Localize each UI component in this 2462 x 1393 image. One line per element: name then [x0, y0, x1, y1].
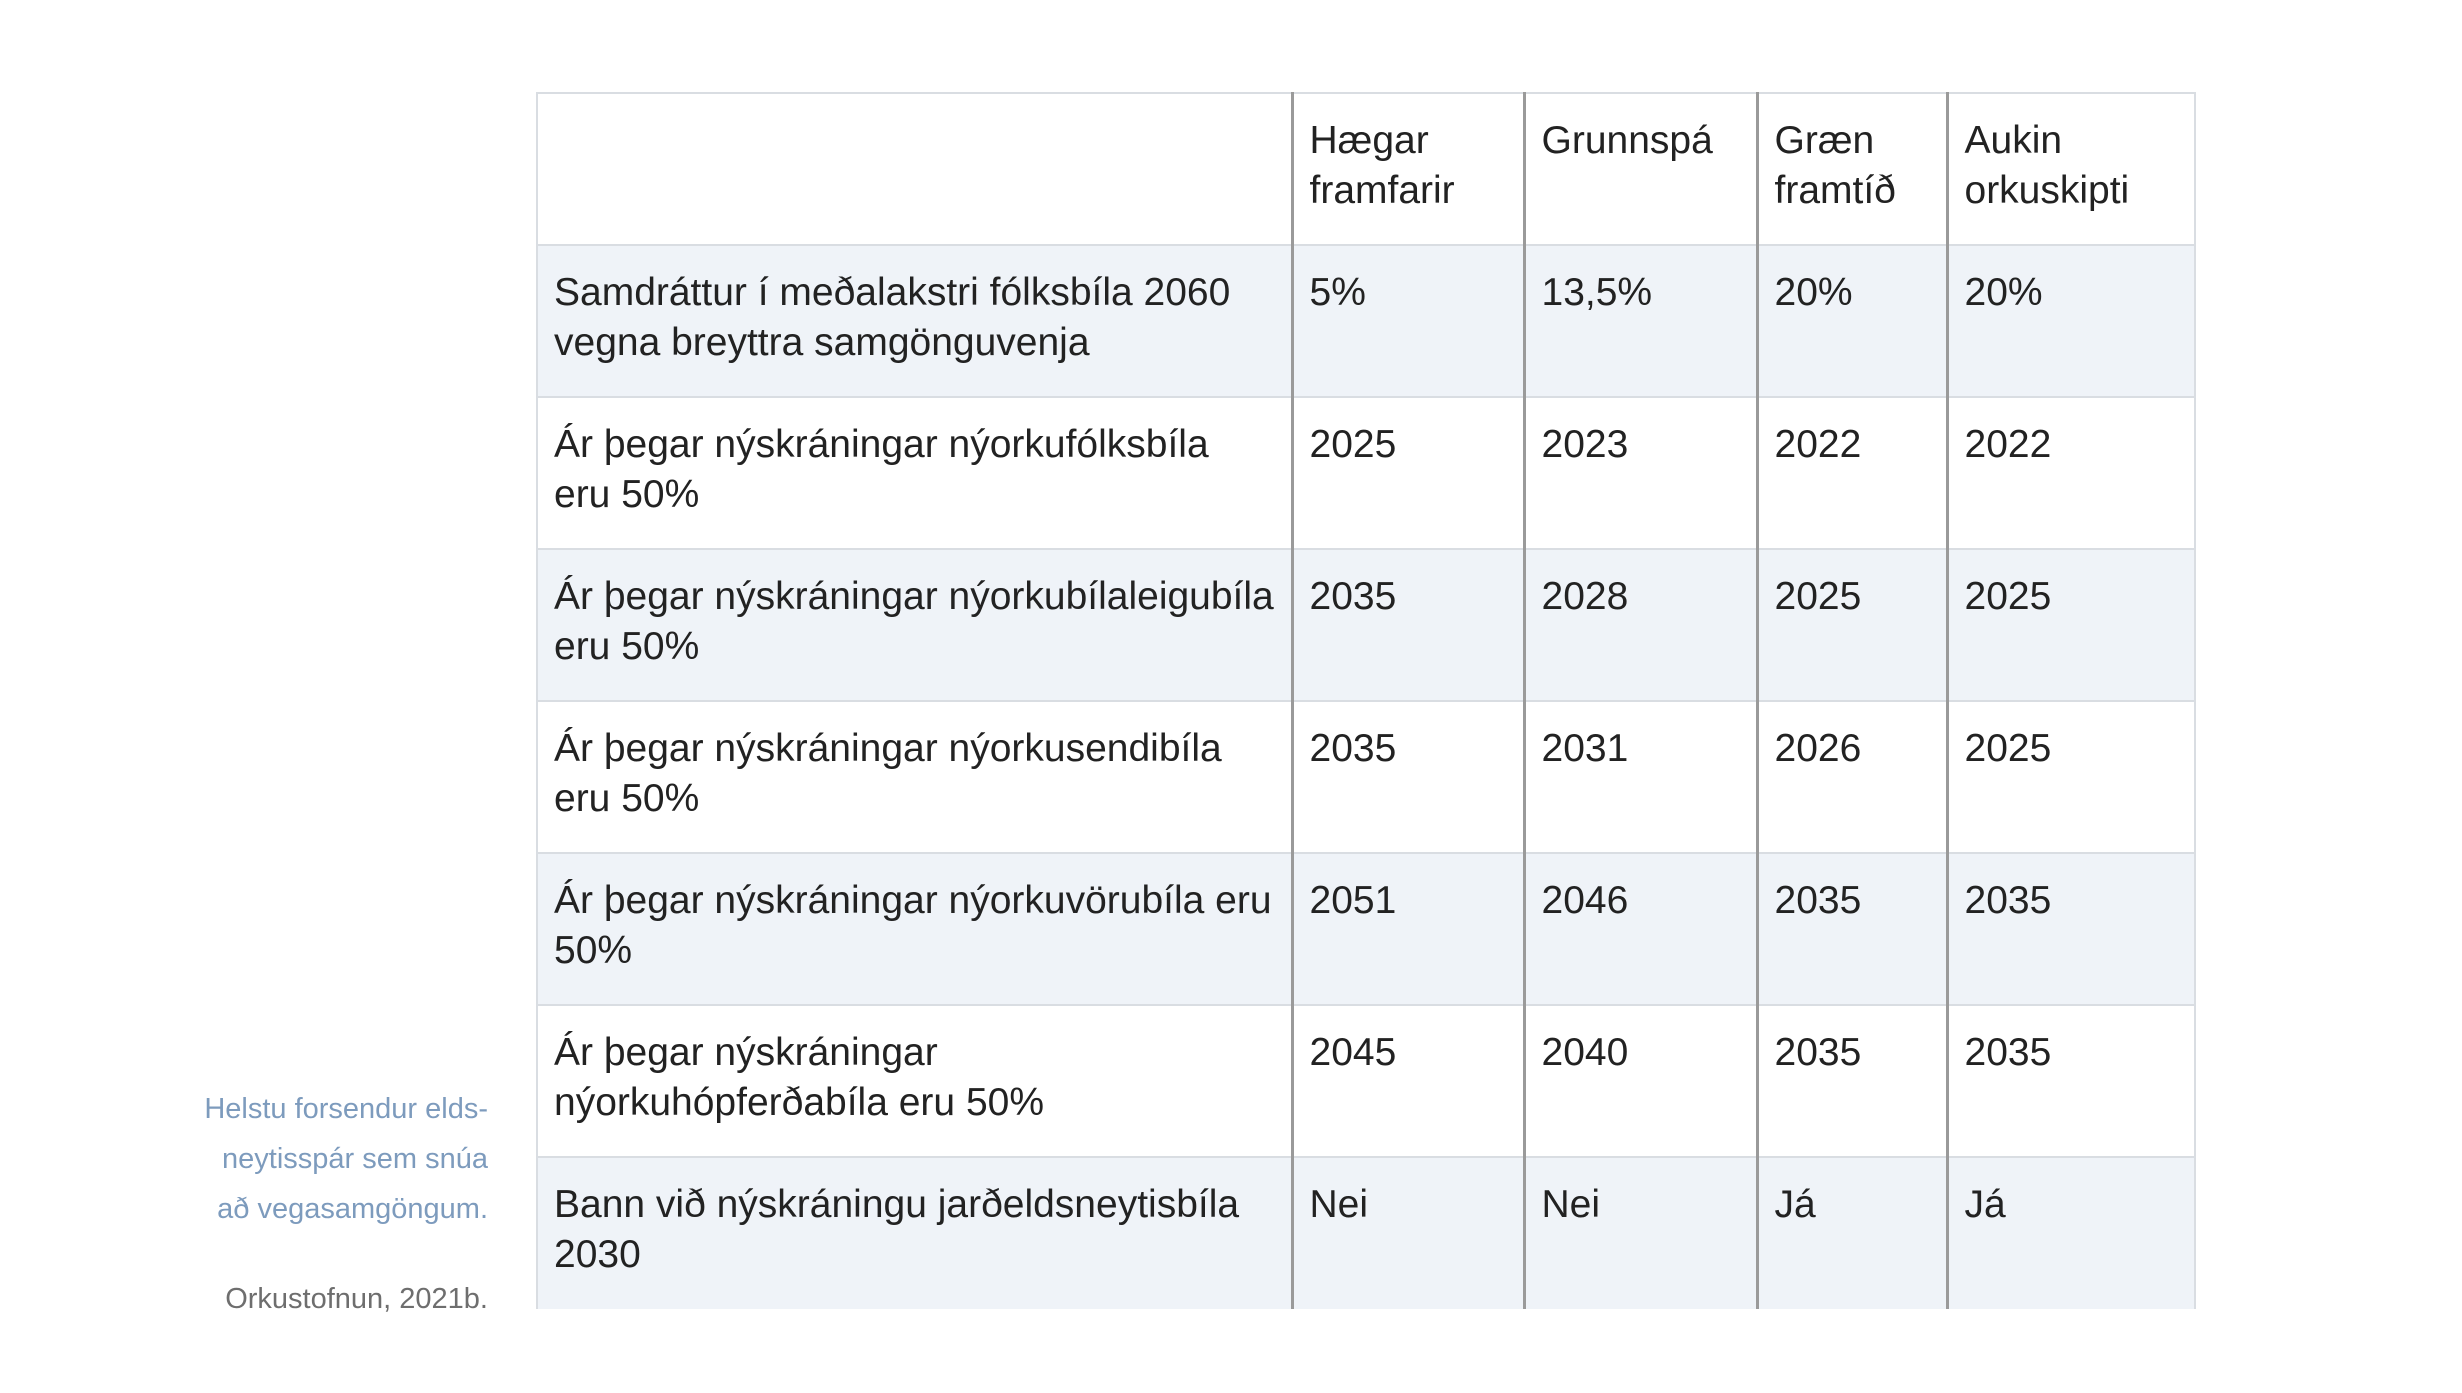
- table-cell: 2035: [1947, 1005, 2195, 1157]
- caption-line: að vegasamgöngum.: [217, 1193, 488, 1225]
- table-row: [537, 1005, 2195, 1157]
- table-cell: 2023: [1524, 397, 1757, 549]
- header-cell-grunnspa: Grunnspá: [1524, 93, 1757, 245]
- table-cell: 2051: [1292, 853, 1524, 1005]
- table-cell: 2028: [1524, 549, 1757, 701]
- table-header-row: [537, 93, 2195, 245]
- table-cell: 2026: [1757, 701, 1947, 853]
- table-cell: 2046: [1524, 853, 1757, 1005]
- table-cell: 20%: [1947, 245, 2195, 397]
- row-label: Bann við nýskráningu jarðeldsneytisbíla 2030: [537, 1157, 1292, 1309]
- table-cell: 2035: [1757, 853, 1947, 1005]
- row-label: Ár þegar nýskráningar nýorkubílaleigubíla eru 50%: [537, 549, 1292, 701]
- table-row: [537, 1157, 2195, 1309]
- table-cell: Nei: [1292, 1157, 1524, 1309]
- header-cell-aukin-orkuskipti: Aukin orkuskipti: [1947, 93, 2195, 245]
- table-row: [537, 397, 2195, 549]
- table-cell: 2022: [1757, 397, 1947, 549]
- table-row: [537, 549, 2195, 701]
- row-label: Samdráttur í meðalakstri fólksbíla 2060 vegna breyttra samgönguvenja: [537, 245, 1292, 397]
- table-cell: 2022: [1947, 397, 2195, 549]
- table-cell: 20%: [1757, 245, 1947, 397]
- header-cell-graen-framtid: Græn framtíð: [1757, 93, 1947, 245]
- caption-line: Helstu forsendur elds-: [204, 1093, 488, 1125]
- figure-caption: [140, 1084, 488, 1234]
- table-cell: 2025: [1292, 397, 1524, 549]
- table-cell: Já: [1947, 1157, 2195, 1309]
- table-row: [537, 245, 2195, 397]
- table-cell: 2045: [1292, 1005, 1524, 1157]
- table-cell: 2035: [1947, 853, 2195, 1005]
- assumptions-table: [536, 92, 2196, 1309]
- table-cell: 2025: [1757, 549, 1947, 701]
- table-cell: 2025: [1947, 549, 2195, 701]
- row-label: Ár þegar nýskráningar nýorkufólksbíla eru 50%: [537, 397, 1292, 549]
- table-cell: 2031: [1524, 701, 1757, 853]
- table-cell: 13,5%: [1524, 245, 1757, 397]
- table-cell: 2035: [1292, 701, 1524, 853]
- table-cell: 2040: [1524, 1005, 1757, 1157]
- row-label: Ár þegar nýskráningar nýorkuhópferðabíla eru 50%: [537, 1005, 1292, 1157]
- table-cell: Nei: [1524, 1157, 1757, 1309]
- header-cell-empty: [537, 93, 1292, 245]
- table-cell: Já: [1757, 1157, 1947, 1309]
- row-label: Ár þegar nýskráningar nýorkusendibíla eru 50%: [537, 701, 1292, 853]
- table-row: [537, 701, 2195, 853]
- row-label: Ár þegar nýskráningar nýorkuvörubíla eru 50%: [537, 853, 1292, 1005]
- caption-source: Orkustofnun, 2021b.: [225, 1283, 488, 1315]
- caption-line: neytisspár sem snúa: [222, 1143, 488, 1175]
- table-cell: 2025: [1947, 701, 2195, 853]
- header-cell-haegar-framfarir: Hægar framfarir: [1292, 93, 1524, 245]
- table-cell: 2035: [1757, 1005, 1947, 1157]
- table-cell: 2035: [1292, 549, 1524, 701]
- table-cell: 5%: [1292, 245, 1524, 397]
- table-row: [537, 853, 2195, 1005]
